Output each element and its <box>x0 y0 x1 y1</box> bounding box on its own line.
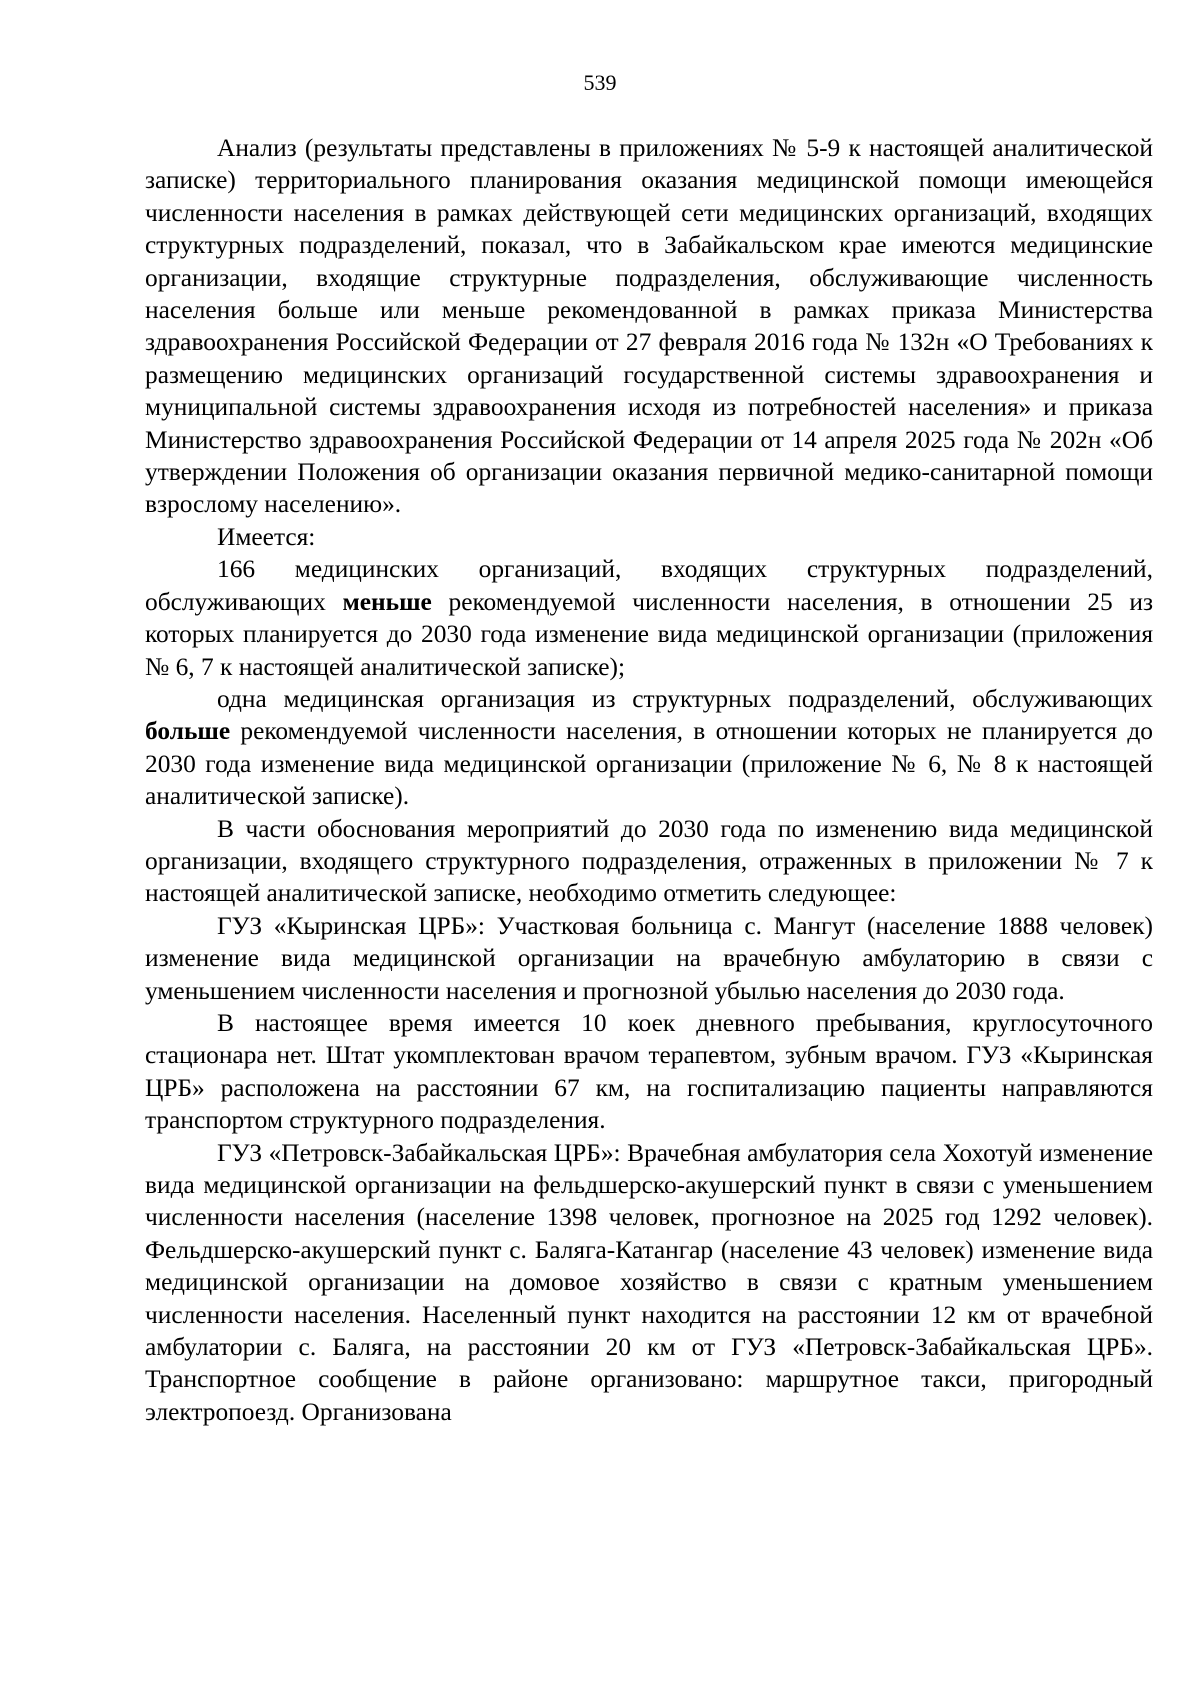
paragraph-more-after: рекомендуемой численности населения, в отношении которых не планируется до 2030 года изменение вида медицинской организации (приложение № 6, № 8 к настоящей аналитической записке). <box>145 717 1153 811</box>
bold-more: больше <box>145 717 231 746</box>
paragraph-less-after: рекомендуемой численности населения, в отношении 25 из которых планируется до 2030 года изменение вида медицинской организации (приложения № 6, 7 к настоящей аналитической записке); <box>145 587 1153 681</box>
page-number: 539 <box>583 70 617 95</box>
bold-less: меньше <box>342 587 432 616</box>
document-body <box>145 132 1153 1428</box>
paragraph-petrovsk: ГУЗ «Петровск-Забайкальская ЦРБ»: Врачебная амбулатория села Хохотуй изменение вида медицинской организации на фельдшерско-акушерский пункт в связи с уменьшением численности населения (население 1398 человек, прогнозное на 2025 год 1292 человек). Фельдшерско-акушерский пункт с. Баляга-Катангар (население 43 человек) изменение вида медицинской организации на домовое хозяйство в связи с кратным уменьшением численности населения. Населенный пункт находится на расстоянии 12 км от врачебной амбулатории с. Баляга, на расстоянии 20 км от ГУЗ «Петровск-Забайкальская ЦРБ». Транспортное сообщение в районе организовано: маршрутное такси, пригородный электропоезд. Организована <box>145 1138 1153 1426</box>
paragraph-current-state: В настоящее время имеется 10 коек дневного пребывания, круглосуточного стационара нет. Штат укомплектован врачом терапевтом, зубным врачом. ГУЗ «Кыринская ЦРБ» расположена на расстоянии 67 км, на госпитализацию пациенты направляются транспортом структурного подразделения. <box>145 1008 1153 1135</box>
paragraph-less-before: 166 медицинских организаций, входящих структурных подразделений, обслуживающих <box>145 555 1153 616</box>
paragraph-more-population <box>145 683 1153 813</box>
paragraph-analysis: Анализ (результаты представлены в приложениях № 5-9 к настоящей аналитической записке) территориального планирования оказания медицинской помощи имеющейся численности населения в рамках действующей сети медицинских организаций, входящих структурных подразделений, показал, что в Забайкальском крае имеются медицинские организации, входящие структурные подразделения, обслуживающие численность населения больше или меньше рекомендованной в рамках приказа Министерства здравоохранения Российской Федерации от 27 февраля 2016 года № 132н «О Требованиях к размещению медицинских организаций государственной системы здравоохранения и муниципальной системы здравоохранения исходя из потребностей населения» и приказа Министерство здравоохранения Российской Федерации от 14 апреля 2025 года № 202н «Об утверждении Положения об организации оказания первичной медико-санитарной помощи взрослому населению». <box>145 134 1153 519</box>
paragraph-available: Имеется: <box>217 522 316 551</box>
paragraph-justification: В части обоснования мероприятий до 2030 года по изменению вида медицинской организации, входящего структурного подразделения, отраженных в приложении № 7 к настоящей аналитической записке, необходимо отметить следующее: <box>145 814 1153 908</box>
paragraph-more-before: одна медицинская организация из структурных подразделений, обслуживающих <box>217 684 1153 713</box>
paragraph-kyrinskaya: ГУЗ «Кыринская ЦРБ»: Участковая больница с. Мангут (население 1888 человек) изменение вида медицинской организации на врачебную амбулаторию в связи с уменьшением численности населения и прогнозной убылью населения до 2030 года. <box>145 911 1153 1005</box>
paragraph-less-population <box>145 553 1153 683</box>
